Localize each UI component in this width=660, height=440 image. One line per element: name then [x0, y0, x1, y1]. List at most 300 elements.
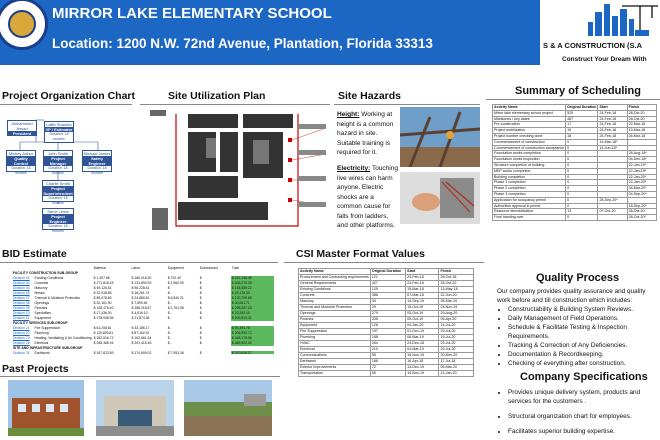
csi-cell: 34	[370, 299, 405, 305]
quality-item: • Checking of everything after construction.	[508, 359, 660, 368]
bid-body	[12, 271, 274, 354]
csi-cell: Concrete	[299, 293, 371, 299]
schedule-cell: 24-Feb-18	[598, 110, 627, 116]
bid-cell: $	[199, 326, 202, 330]
site-plan-drawing	[148, 108, 328, 236]
bid-division-link[interactable]: Division 10	[13, 311, 30, 315]
schedule-cell: 487	[566, 116, 598, 122]
schedule-cell: 28-Oct-20	[627, 110, 656, 116]
schedule-cell: 13	[566, 209, 598, 215]
csi-cell: 72	[370, 365, 405, 371]
csi-cell: 08-Mar-19	[406, 335, 439, 341]
bid-cell: $ 445,178.06	[231, 336, 274, 341]
csi-cell: General Requirements	[299, 281, 371, 287]
csi-cell: 20-Dec-20	[439, 353, 474, 359]
csi-cell: Openings	[299, 311, 371, 317]
schedule-cell: 0	[566, 162, 598, 168]
org-node-safety	[82, 150, 112, 175]
bid-cell: Earthwork	[34, 351, 50, 354]
csi-cell: 15-Mar-18	[406, 287, 439, 293]
schedule-cell: 28-Sep-20*	[598, 197, 627, 203]
bid-cell: Existing Conditions	[34, 276, 64, 280]
bid-group-title: FACILITY SERVICES SUB-GROUP	[13, 321, 68, 325]
csi-header: Original Duration	[370, 269, 405, 275]
bid-cell: $ 22,252.10	[231, 311, 274, 316]
org-node-title: Project Superintendent	[43, 186, 73, 196]
section-past-title: Past Projects	[2, 363, 69, 375]
bid-division-link[interactable]: Division 23	[13, 336, 30, 340]
schedule-cell: 22-Jan-19*	[627, 162, 656, 168]
quality-intro: Our company provides quality assurance and quality work before and till construction which includes:	[497, 288, 646, 304]
schedule-cell: 07-Oct-20	[598, 209, 627, 215]
csi-cell: 07-Mar-18	[406, 293, 439, 299]
schedule-cell: 28-Oct-20	[627, 116, 656, 122]
csi-cell: 188	[370, 359, 405, 365]
schedule-cell: 525	[566, 110, 598, 116]
bid-cell: $ -	[167, 291, 172, 295]
divider	[140, 104, 330, 105]
bid-cell: $ 271,818.45	[93, 281, 114, 285]
schedule-cell: Phase 1 completion	[493, 180, 566, 186]
bid-division-link[interactable]: Division 09	[13, 306, 30, 310]
page-location: Location: 1200 N.W. 72nd Avenue, Plantation, Florida 33313	[52, 36, 433, 51]
csi-cell: 279	[370, 311, 405, 317]
csi-cell: 129	[370, 287, 405, 293]
bid-row	[12, 351, 274, 354]
schedule-cell: 24-Feb-18	[598, 128, 627, 134]
csi-cell: 13-Dec-19	[406, 365, 439, 371]
csi-cell: 17-Jul-18	[439, 359, 474, 365]
org-node-vp	[44, 121, 74, 143]
divider	[0, 262, 278, 263]
bid-cell: $	[199, 341, 202, 345]
csi-cell: Earthwork	[299, 359, 371, 365]
schedule-cell: Milestones / key dates	[493, 116, 566, 122]
schedule-cell: 0	[566, 191, 598, 197]
schedule-cell: 22-Mar-18	[627, 122, 656, 128]
bid-division-link[interactable]: Division 07	[13, 296, 30, 300]
csi-cell: 335	[370, 317, 405, 323]
section-csi-title: CSI Master Format Values	[296, 248, 425, 260]
schedule-cell: 0	[566, 186, 598, 192]
company-name: S & A CONSTRUCTION (S.A	[543, 41, 643, 50]
org-node-quality	[6, 150, 36, 175]
bid-cell: $	[199, 351, 202, 354]
csi-cell: 24-Nov-19	[439, 305, 474, 311]
bid-cell: $ 32,161.90	[93, 301, 112, 305]
bid-cell: $	[199, 336, 202, 340]
schedule-cell: Mirror lake elementary school project	[493, 110, 566, 116]
csi-cell: 22-Jun-20	[439, 293, 474, 299]
bid-cell: $ 201,415.46	[131, 341, 152, 345]
bid-cell: $ 7,993.36	[167, 351, 184, 354]
csi-cell: 24-Feb-18	[406, 275, 439, 281]
quality-item: • Schedule & Facilitate Testing & Inspection Requirements.	[508, 323, 660, 341]
csi-cell: 05-Apr-20	[439, 317, 474, 323]
csi-cell: 29-Jul-20	[439, 347, 474, 353]
csi-cell: Electrical	[299, 347, 371, 353]
divider	[334, 104, 480, 105]
schedule-cell: Foundation works completion	[493, 151, 566, 157]
bid-col-header: Total	[231, 266, 240, 270]
schedule-cell: Final handing over	[493, 215, 566, 221]
section-specs-title: Company Specifications	[520, 371, 648, 383]
section-hazards-title: Site Hazards	[338, 90, 402, 102]
bid-division-link[interactable]: Division 22	[13, 331, 30, 335]
past-project-photo-1	[8, 380, 84, 436]
specs-list	[498, 388, 660, 440]
csi-cell: 121	[370, 275, 405, 281]
divider	[284, 262, 484, 263]
hazard-electricity-label: Electricity:	[337, 165, 371, 172]
schedule-cell: 28-Oct-20*	[627, 215, 656, 221]
csi-cell: 386	[370, 293, 405, 299]
csi-cell: 210	[370, 347, 405, 353]
schedule-cell: 0	[566, 203, 598, 209]
csi-cell: Transportation	[299, 371, 371, 377]
section-scheduling-title: Summary of Scheduling	[515, 85, 641, 97]
csi-cell: 05-Oct-19	[406, 317, 439, 323]
csi-cell: Finishes	[299, 317, 371, 323]
bid-cell: Masonry	[34, 286, 48, 290]
schedule-cell: 22-Jan-20*	[627, 180, 656, 186]
spec-item: • Provides unique delivery system, products and services for the customers .	[508, 388, 660, 406]
bid-cell: $ 6,840.21	[167, 296, 184, 300]
hazard-electricity-photo	[400, 172, 480, 224]
schedule-cell: MEP works completion	[493, 168, 566, 174]
csi-cell: 05-Mar-20	[439, 365, 474, 371]
org-node-sub: Duration: 18 months	[49, 132, 69, 141]
bid-cell: $ -	[167, 336, 172, 340]
csi-cell: 29-Jul-20	[439, 329, 474, 335]
org-node-name: Muhammad Ansari	[11, 121, 33, 131]
spec-item: • Facilitates superior building expertise.	[508, 427, 660, 436]
org-node-name: Lalith Shankar	[46, 122, 72, 127]
schedule-cell: 0	[566, 145, 598, 151]
bid-cell: Concrete	[34, 281, 49, 285]
org-node-title: Project Manager	[44, 156, 72, 166]
bid-cell: $ 469,802.40	[231, 341, 274, 346]
schedule-cell: Foundation works inspection	[493, 157, 566, 163]
bid-cell: Fire Suppression	[34, 326, 61, 330]
bid-cell: $ 2,761.98	[167, 306, 184, 310]
bid-cell: $ 87,162.91	[131, 331, 150, 335]
schedule-cell: 0	[566, 168, 598, 174]
org-node-superintendent	[42, 180, 74, 205]
schedule-cell: 0	[566, 174, 598, 180]
csi-cell: Equipment	[299, 323, 371, 329]
bid-cell: $	[167, 286, 170, 290]
csi-cell: Masonry	[299, 299, 371, 305]
org-node-sub: Duration: 18 months	[48, 166, 68, 175]
bid-cell: $ 119,829.81	[93, 331, 114, 335]
bid-cell: $ 17,436.00	[93, 311, 112, 315]
quality-list	[498, 305, 660, 368]
past-project-photo-3	[184, 380, 272, 436]
org-node-name: Steve Lewis	[47, 209, 69, 214]
schedule-cell: Structure completion of building	[493, 162, 566, 168]
schedule-cell: Phase 2 completion	[493, 186, 566, 192]
csi-cell: 264	[370, 341, 405, 347]
csi-cell: 05-Oct-19	[406, 311, 439, 317]
bid-cell: $ 206,992.72	[231, 331, 274, 336]
schedule-cell: 0	[566, 139, 598, 145]
org-node-sub: Duration: 18 months	[48, 196, 68, 205]
company-tagline: Construct Your Dream With	[562, 56, 647, 63]
bid-cell: Plumbing	[34, 331, 49, 335]
bid-division-link[interactable]: Division 01	[13, 276, 30, 280]
schedule-cell: 18-Sep-20*	[627, 203, 656, 209]
org-node-title: Safety Engineer	[83, 156, 111, 166]
schedule-cell: 22-Jan-19*	[627, 168, 656, 174]
schedule-cell: 0	[566, 197, 598, 203]
schedule-cell: 28-Oct-20	[627, 209, 656, 215]
csi-cell: 13-May-18	[439, 287, 474, 293]
schedule-header: Finish	[627, 105, 656, 111]
bid-cell: Electrical	[34, 341, 49, 345]
schedule-header-row	[493, 105, 657, 111]
bid-col-header: Labor	[131, 266, 141, 270]
org-node-sub: Duration: 18 months	[48, 224, 68, 233]
bid-division-link[interactable]: Division 05	[13, 291, 30, 295]
schedule-cell: 0	[566, 151, 598, 157]
org-node-sub: Duration: 18 months	[87, 166, 107, 175]
hazard-height-text	[337, 110, 399, 158]
bid-division-link[interactable]: Division 31	[13, 351, 30, 354]
bid-cell: $ 49,178.30	[231, 291, 274, 296]
bid-division-link[interactable]: Division 11	[13, 316, 30, 320]
bid-cell: $ 2,560.90	[167, 281, 184, 285]
bid-cell: $ 24,880.81	[131, 296, 150, 300]
bid-cell: Finishes	[34, 306, 48, 310]
bid-cell: $ 145,355.22	[231, 286, 274, 291]
section-site-plan-title: Site Utilization Plan	[168, 90, 266, 102]
csi-cell: 04-Jan-20	[406, 323, 439, 329]
bid-cell: Metals	[34, 291, 45, 295]
schedule-cell: Phase 3 completion	[493, 191, 566, 197]
csi-cell: 128	[370, 323, 405, 329]
bid-division-link[interactable]: Division 21	[13, 326, 30, 330]
bid-cell: $ 21,874.36	[131, 316, 150, 320]
csi-cell: 28-Oct-18	[439, 275, 474, 281]
org-node-name: Michael James	[83, 151, 111, 156]
schedule-header: Start	[598, 105, 627, 111]
bid-cell: $	[199, 281, 202, 285]
bid-division-link[interactable]: Division 03	[13, 281, 30, 285]
section-org-chart-title: Project Organization Chart	[2, 90, 136, 102]
schedule-cell: 17	[566, 122, 598, 128]
bid-cell: $ 89,078.83	[93, 296, 112, 300]
bid-division-link[interactable]: Division 04	[13, 286, 30, 290]
schedule-header: Activity Name	[493, 105, 566, 111]
csi-cell: 29-Jul-20	[439, 341, 474, 347]
bid-cell: $ -	[167, 326, 172, 330]
bid-cell: Thermal & Moisture Protection	[34, 296, 81, 300]
org-node-pm	[43, 150, 73, 175]
hazard-electricity-text	[337, 164, 399, 231]
schedule-cell: 14-Mar-18*	[598, 139, 627, 145]
page-title: MIRROR LAKE ELEMENTARY SCHOOL	[52, 5, 332, 22]
bid-cell: $	[199, 286, 202, 290]
schedule-cell: 04-Dec-18*	[627, 157, 656, 163]
csi-cell: 24-Feb-18	[406, 281, 439, 287]
csi-header: Finish	[439, 269, 474, 275]
csi-cell: 29-Aug-20	[439, 311, 474, 317]
org-node-sub: Duration: 18 months	[11, 166, 31, 175]
bid-cell: $ 370,626.27	[231, 351, 274, 354]
csi-cell: Plumbing	[299, 335, 371, 341]
schedule-cell: 04-Sep-20*	[627, 191, 656, 197]
spec-item: • Structural organization chart for employees.	[508, 412, 660, 421]
csi-table	[298, 268, 474, 377]
csi-cell: 24-Dec-18	[406, 341, 439, 347]
csi-cell: 28-Mar-19	[439, 299, 474, 305]
csi-cell: 04-Mar-19	[406, 347, 439, 353]
schedule-cell: 24-Feb-18	[598, 116, 627, 122]
bid-group-title: SITE AND INFRASTRUCTURE SUB-GROUP	[13, 346, 83, 350]
csi-row	[299, 371, 474, 377]
schedule-cell: 24-Feb-18	[598, 122, 627, 128]
bid-cell: $ 166,018.30	[131, 276, 152, 280]
bid-cell: $ 131,890.93	[131, 281, 152, 285]
schedule-cell: 18	[566, 133, 598, 139]
org-node-title: Quality Control	[7, 156, 35, 166]
schedule-cell: 14-Jun-18*	[598, 145, 627, 151]
bid-cell: $ 4,816.10	[131, 311, 148, 315]
csi-cell: 55	[370, 353, 405, 359]
csi-cell: 13-Jan-20	[439, 371, 474, 377]
csi-header: Activity Name	[299, 269, 371, 275]
csi-cell: 15-Oct-19	[406, 305, 439, 311]
schedule-cell	[598, 215, 627, 221]
hazard-height-label: Height:	[337, 111, 360, 118]
schedule-cell: Building completion	[493, 174, 566, 180]
schedule-header: Original Duration	[567, 105, 597, 109]
csi-cell: Communications	[299, 353, 371, 359]
past-project-photo-2	[96, 380, 174, 436]
bid-cell: $ 720.40	[167, 276, 181, 280]
quality-item: • Constructability & Building System Reviews.	[508, 305, 660, 314]
csi-body	[299, 275, 474, 377]
bid-cell: $ -	[167, 341, 172, 345]
schedule-cell: Authorities approval & permit	[493, 203, 566, 209]
csi-cell: Fire Suppression	[299, 329, 371, 335]
bid-col-header: Subcontract	[199, 266, 218, 270]
bid-cell: Equipment	[34, 316, 51, 320]
quality-item: • Daily Management of Field Operations.	[508, 314, 660, 323]
org-node-engineer	[42, 208, 74, 233]
csi-cell: 29	[370, 305, 405, 311]
schedule-cell: 13-Mar-18	[627, 128, 656, 134]
bid-cell: $	[199, 291, 202, 295]
csi-cell: 28-Oct-20	[439, 281, 474, 287]
bid-col-header: Material	[93, 266, 106, 270]
csi-cell: Procurement and Contracting requirements	[300, 275, 369, 279]
bid-cell: $ 108,476.40	[93, 306, 114, 310]
bid-cell: $ 33,186.17	[131, 326, 150, 330]
quality-item: • Tracking & Correction of Any Deficiencies.	[508, 341, 660, 350]
bid-cell: $ 162,661.34	[131, 336, 152, 340]
schedule-table	[492, 104, 657, 221]
schedule-cell: 15	[566, 128, 598, 134]
section-quality-title: Quality Process	[536, 272, 620, 284]
bid-division-link[interactable]: Division 26	[13, 341, 30, 345]
schedule-cell: Commencement of construction	[493, 139, 566, 145]
bid-cell: $ 406,270.28	[231, 281, 274, 286]
org-node-name: Mickey Arthur	[8, 151, 34, 156]
csi-cell: 55	[370, 371, 405, 377]
schedule-body	[493, 110, 657, 220]
org-node-title: President	[8, 131, 36, 136]
bid-cell: $ 16,261.74	[131, 291, 150, 295]
quality-item: • Documentation & Recordkeeping.	[508, 350, 660, 359]
bid-cell: $ 61,208.61	[93, 326, 112, 330]
bid-cell: $ 299,257.25	[231, 306, 274, 311]
bid-cell: $ 178,938.96	[93, 316, 114, 320]
org-node-name: Charlie Smith	[45, 181, 70, 186]
org-node-title: VP / Estimator	[45, 127, 73, 132]
bid-cell: $	[199, 296, 202, 300]
bid-cell: $ -	[167, 301, 172, 305]
bid-division-link[interactable]: Division 08	[13, 301, 30, 305]
schedule-cell: Application for occupancy permit	[493, 197, 566, 203]
csi-cell: Exterior Improvements	[299, 365, 371, 371]
bid-cell: $	[199, 331, 202, 335]
bid-cell: $ 268,386.94	[93, 341, 114, 345]
bid-cell: $ 7,899.81	[131, 301, 148, 305]
bid-col-header: Equipment	[167, 266, 184, 270]
org-node-name: John Smith	[47, 151, 68, 156]
section-bid-title: BID Estimate	[2, 248, 67, 260]
hazard-height-photo	[400, 107, 480, 167]
csi-cell: 197	[370, 329, 405, 335]
bid-cell: Specialties	[34, 311, 51, 315]
csi-header: Start	[406, 269, 439, 275]
hazard-electricity-body: Touching live wires can harm anyone. Electric shocks are a common cause for falls from ladders, and other platforms.	[337, 165, 398, 229]
bid-cell: $ 32,916.56	[93, 291, 112, 295]
bid-cell: $ 167,136.35	[231, 276, 274, 281]
csi-cell: 427	[370, 281, 405, 287]
csi-cell: 16-Apr-18	[406, 359, 439, 365]
csi-cell: 19-Jul-20	[439, 335, 474, 341]
bid-group-title: FACILITY CONSTRUCTION SUB-GROUP	[13, 271, 78, 275]
bid-cell: Openings	[34, 301, 50, 305]
bid-cell: $ 1,397.65	[93, 276, 110, 280]
bid-cell: $	[199, 311, 202, 315]
bid-cell: $ 174,809.02	[131, 351, 152, 354]
hazard-height-body: Working at height is a common hazard in site. Suitable training is required for it.	[337, 111, 394, 156]
bid-cell: $ 200,813.32	[231, 316, 274, 321]
bid-cell: $ 40,061.71	[231, 301, 274, 306]
divider	[0, 376, 280, 377]
csi-cell: Thermal and Moisture Protection	[299, 305, 371, 311]
schedule-cell: 28-Aug-18*	[627, 151, 656, 157]
csi-cell: Existing Conditions	[299, 287, 371, 293]
csi-cell: 14-Sep-19	[406, 299, 439, 305]
bid-cell: $	[199, 306, 202, 310]
bid-cell: $ 120,799.85	[231, 296, 274, 301]
bid-cell: $	[199, 301, 202, 305]
bid-estimate-sheet	[12, 266, 274, 354]
bid-cell: $ 187,823.89	[93, 351, 114, 354]
bid-cell: $	[199, 276, 202, 280]
schedule-cell: Project number checking done	[493, 133, 566, 139]
bid-cell: $ -	[167, 331, 172, 335]
bid-cell: $ 96,228.61	[131, 286, 150, 290]
bid-cell: Heating, Ventilating & Air Conditioning	[34, 336, 92, 340]
bid-cell: $	[199, 316, 202, 320]
org-node-title: Project Engineer	[43, 214, 73, 224]
